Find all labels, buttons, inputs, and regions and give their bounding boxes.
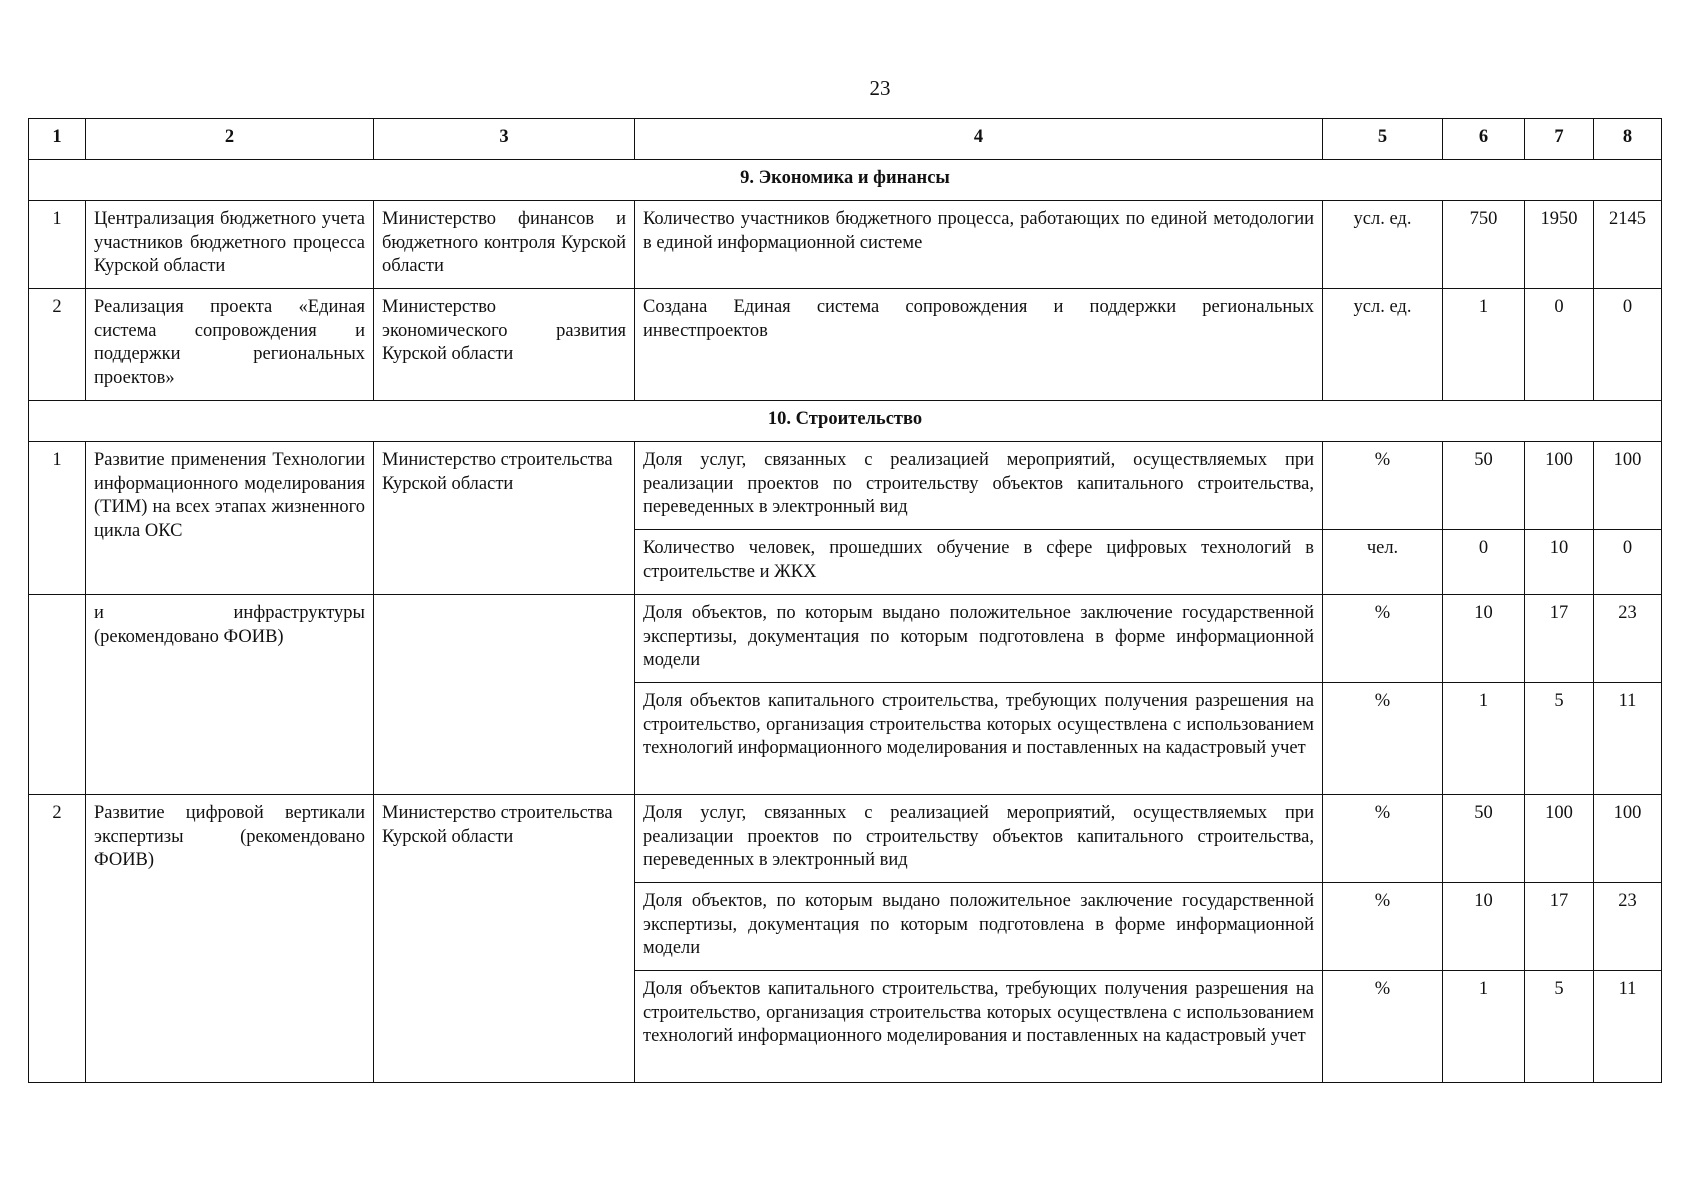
column-header: 8 [1594,119,1662,160]
unit-cell: % [1323,683,1443,795]
value-cell: 1 [1443,683,1525,795]
table-row [29,201,1662,289]
value-cell: 0 [1594,289,1662,401]
column-header: 3 [374,119,635,160]
indicators-table [28,118,1662,1083]
column-header: 5 [1323,119,1443,160]
table-row [29,595,1662,683]
value-cell: 100 [1525,795,1594,883]
table-row [29,795,1662,883]
indicator-cell: Создана Единая система сопровождения и поддержки региональных инвестпроектов [635,289,1323,401]
value-cell: 10 [1443,595,1525,683]
row-number: 2 [29,795,86,1083]
value-cell: 5 [1525,971,1594,1083]
value-cell: 10 [1525,530,1594,595]
value-cell: 100 [1594,442,1662,530]
section-heading-row [29,401,1662,442]
indicator-cell: Доля объектов, по которым выдано положительное заключение государственной экспертизы, документация по которым подготовлена в форме информационной модели [635,883,1323,971]
page-number: 23 [869,76,891,100]
value-cell: 11 [1594,971,1662,1083]
row-number: 1 [29,201,86,289]
value-cell: 5 [1525,683,1594,795]
project-cell: Развитие применения Технологии информационного моделирования (ТИМ) на всех этапах жизненного цикла ОКС [86,442,374,595]
value-cell: 1 [1443,971,1525,1083]
row-number: 2 [29,289,86,401]
value-cell: 10 [1443,883,1525,971]
column-header-row [29,119,1662,160]
row-number-empty [29,595,86,795]
value-cell: 100 [1525,442,1594,530]
value-cell: 17 [1525,595,1594,683]
value-cell: 23 [1594,595,1662,683]
value-cell: 0 [1594,530,1662,595]
value-cell: 11 [1594,683,1662,795]
value-cell: 1 [1443,289,1525,401]
section-title: 10. Строительство [29,401,1662,442]
indicator-cell: Доля услуг, связанных с реализацией мероприятий, осуществляемых при реализации проектов по строительству объектов капитального строительства, переведенных в электронный вид [635,442,1323,530]
unit-cell: % [1323,795,1443,883]
indicator-cell: Количество участников бюджетного процесса, работающих по единой методологии в единой информационной системе [635,201,1323,289]
unit-cell: % [1323,883,1443,971]
table-row [29,442,1662,530]
unit-cell: чел. [1323,530,1443,595]
table-row [29,289,1662,401]
project-cell: Централизация бюджетного учета участников бюджетного процесса Курской области [86,201,374,289]
value-cell: 50 [1443,442,1525,530]
unit-cell: усл. ед. [1323,201,1443,289]
value-cell: 2145 [1594,201,1662,289]
column-header: 1 [29,119,86,160]
value-cell: 750 [1443,201,1525,289]
value-cell: 50 [1443,795,1525,883]
value-cell: 100 [1594,795,1662,883]
column-header: 7 [1525,119,1594,160]
section-heading-row [29,160,1662,201]
indicator-cell: Доля объектов капитального строительства, требующих получения разрешения на строительство, организация строительства которых осуществлена с использованием технологий информационного моделирования и поставленных на кадастровый учет [635,683,1323,795]
project-cell: Реализация проекта «Единая система сопровождения и поддержки региональных проектов» [86,289,374,401]
ministry-cell: Министерство финансов и бюджетного контроля Курской области [374,201,635,289]
row-number: 1 [29,442,86,595]
unit-cell: усл. ед. [1323,289,1443,401]
value-cell: 1950 [1525,201,1594,289]
indicator-cell: Доля объектов, по которым выдано положительное заключение государственной экспертизы, документация по которым подготовлена в форме информационной модели [635,595,1323,683]
column-header: 4 [635,119,1323,160]
value-cell: 17 [1525,883,1594,971]
indicator-cell: Доля услуг, связанных с реализацией мероприятий, осуществляемых при реализации проектов по строительству объектов капитального строительства, переведенных в электронный вид [635,795,1323,883]
column-header: 6 [1443,119,1525,160]
column-header: 2 [86,119,374,160]
value-cell: 0 [1525,289,1594,401]
ministry-cell-empty [374,595,635,795]
unit-cell: % [1323,442,1443,530]
value-cell: 23 [1594,883,1662,971]
ministry-cell: Министерство строительства Курской области [374,442,635,595]
unit-cell: % [1323,971,1443,1083]
project-cell: и инфраструктуры (рекомендовано ФОИВ) [86,595,374,795]
value-cell: 0 [1443,530,1525,595]
project-cell: Развитие цифровой вертикали экспертизы (рекомендовано ФОИВ) [86,795,374,1083]
unit-cell: % [1323,595,1443,683]
indicator-cell: Количество человек, прошедших обучение в сфере цифровых технологий в строительстве и ЖКХ [635,530,1323,595]
indicator-cell: Доля объектов капитального строительства, требующих получения разрешения на строительство, организация строительства которых осуществлена с использованием технологий информационного моделирования и поставленных на кадастровый учет [635,971,1323,1083]
section-title: 9. Экономика и финансы [29,160,1662,201]
ministry-cell: Министерство строительства Курской области [374,795,635,1083]
ministry-cell: Министерство экономического развития Курской области [374,289,635,401]
